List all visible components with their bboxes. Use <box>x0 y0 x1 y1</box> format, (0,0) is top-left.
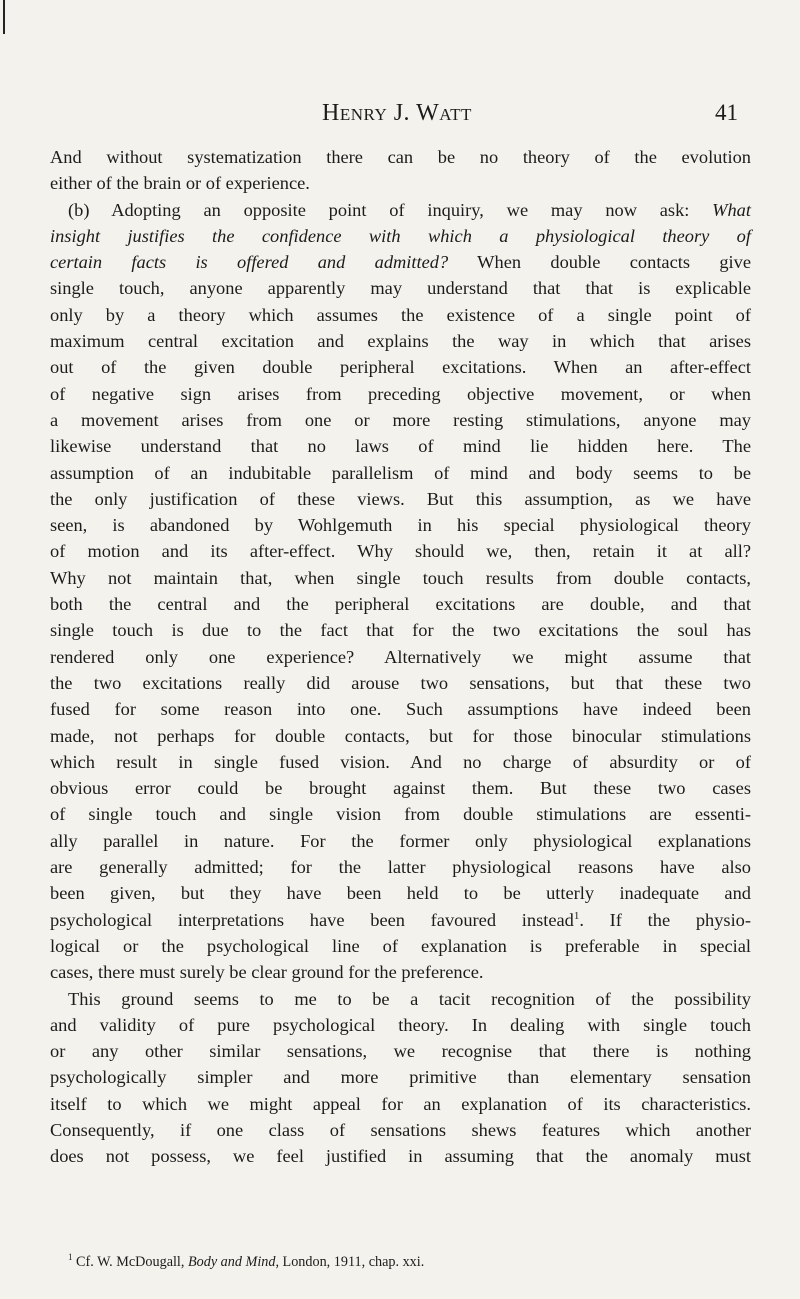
footnote <box>50 1252 751 1272</box>
text-line: and validity of pure psychological theory. In dealing with single touch <box>50 1014 751 1035</box>
text-segment: When double contacts give <box>448 252 751 273</box>
body-text <box>50 144 751 1170</box>
footnote-number: 1 <box>68 1252 73 1262</box>
text-line: And without systematization there can be no theory of the evolution <box>50 147 751 167</box>
italic-text: What <box>712 199 751 220</box>
text-line: assumption of an indubitable parallelism of mind and body seems to be <box>50 462 751 483</box>
text-line: obvious error could be brought against them. But these two cases <box>50 778 751 799</box>
page-edge-line <box>3 0 5 34</box>
text-line: made, not perhaps for double contacts, but for those binocular stimulations <box>50 725 751 746</box>
text-line: the only justification of these views. But this assumption, as we have <box>50 488 751 509</box>
text-segment: . If the physio- <box>579 909 752 930</box>
text-line <box>50 907 751 933</box>
text-line: single touch, anyone apparently may understand that that is explicable <box>50 278 751 299</box>
text-line: cases, there must surely be clear ground for the preference. <box>50 962 484 983</box>
italic-text: certain facts is offered and admitted? <box>50 252 449 273</box>
text-line: ally parallel in nature. For the former only physiological explanations <box>50 830 751 851</box>
text-line: seen, is abandoned by Wohlgemuth in his special physiological theory <box>50 515 751 536</box>
text-line: are generally admitted; for the latter physiological reasons have also <box>50 857 751 878</box>
text-line: likewise understand that no laws of mind lie hidden here. The <box>50 436 751 457</box>
text-line: Consequently, if one class of sensations shews features which another <box>50 1119 751 1140</box>
text-line: itself to which we might appeal for an explanation of its characteristics. <box>50 1093 751 1114</box>
text-line <box>50 223 751 249</box>
text-line: does not possess, we feel justified in assuming that the anomaly must <box>50 1146 751 1167</box>
text-line: of motion and its after-effect. Why should we, then, retain it at all? <box>50 541 751 562</box>
text-line: a movement arises from one or more resting stimulations, anyone may <box>50 409 751 430</box>
text-line: maximum central excitation and explains the way in which that arises <box>50 331 751 352</box>
text-segment: (b) Adopting an opposite point of inquiry, we may now ask: <box>68 199 713 220</box>
running-head-title: Henry J. Watt <box>322 100 472 126</box>
text-line: This ground seems to me to be a tacit recognition of the possibility <box>68 988 751 1009</box>
text-line: which result in single fused vision. And no charge of absurdity or of <box>50 751 751 772</box>
text-line: only by a theory which assumes the existence of a single point of <box>50 304 751 325</box>
footnote-marker: 1 <box>573 909 580 922</box>
text-line: or any other similar sensations, we recognise that there is nothing <box>50 1041 751 1062</box>
text-line: Why not maintain that, when single touch results from double contacts, <box>50 567 751 588</box>
text-line: psychologically simpler and more primitive than elementary sensation <box>50 1067 751 1088</box>
text-line: single touch is due to the fact that for the two excitations the soul has <box>50 620 751 641</box>
text-line: both the central and the peripheral excitations are double, and that <box>50 594 751 615</box>
text-line: of single touch and single vision from double stimulations are essenti- <box>50 804 751 825</box>
footnote-work-title: Body and Mind <box>187 1254 276 1270</box>
text-segment: psychological interpretations have been favoured instead <box>50 909 574 930</box>
text-line: either of the brain or of experience. <box>50 173 310 194</box>
text-line <box>50 197 751 223</box>
italic-text: insight justifies the confidence with which a physiological theory of <box>50 225 751 246</box>
text-line <box>50 249 751 275</box>
text-line: logical or the psychological line of explanation is preferable in special <box>50 935 751 956</box>
footnote-suffix: , London, 1911, chap. xxi. <box>275 1254 425 1270</box>
text-line: out of the given double peripheral excitations. When an after-effect <box>50 357 751 378</box>
text-line: fused for some reason into one. Such assumptions have indeed been <box>50 699 751 720</box>
footnote-prefix: Cf. W. McDougall, <box>76 1254 188 1270</box>
text-line: the two excitations really did arouse two sensations, but that these two <box>50 672 751 693</box>
text-line: of negative sign arises from preceding objective movement, or when <box>50 383 751 404</box>
page-number: 41 <box>715 100 738 125</box>
text-line: rendered only one experience? Alternatively we might assume that <box>50 646 751 667</box>
text-line: been given, but they have been held to be utterly inadequate and <box>50 883 751 904</box>
running-head <box>52 98 742 128</box>
